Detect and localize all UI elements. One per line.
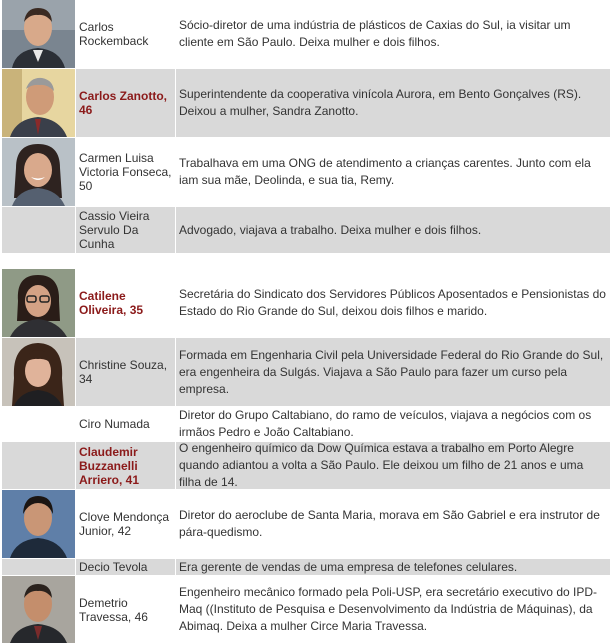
victim-row xyxy=(0,269,611,337)
victim-name: Carlos Rockemback xyxy=(79,20,149,48)
victim-photo-empty xyxy=(2,559,75,575)
portrait-young-man-image xyxy=(2,490,75,558)
victim-row xyxy=(0,576,611,643)
victim-description: Era gerente de vendas de uma empresa de telefones celulares. xyxy=(179,559,518,574)
victim-description: Secretária do Sindicato dos Servidores Públicos Aposentados e Pensionistas do Estado do Rio Grande do Sul, deixou dois filhos e marido. xyxy=(179,287,606,318)
victim-photo xyxy=(2,576,75,643)
victim-name: Catilene Oliveira, 35 xyxy=(79,289,144,317)
victim-row xyxy=(0,69,611,137)
victim-name: Ciro Numada xyxy=(79,417,150,431)
victim-description: O engenheiro químico da Dow Química estava a trabalho em Porto Alegre quando adiantou a volta a São Paulo. Ele deixou um filho de 21 anos e uma filha de 14. xyxy=(179,442,584,489)
victim-description: Formada em Engenharia Civil pela Universidade Federal do Rio Grande do Sul, era engenheira da Sulgás. Viajava a São Paulo para fazer um curso pela empresa. xyxy=(179,347,604,396)
victim-photo xyxy=(2,69,75,137)
portrait-woman-smiling-image xyxy=(2,138,75,206)
victim-name: Cassio Vieira Servulo Da Cunha xyxy=(79,209,150,251)
victim-description: Diretor do Grupo Caltabiano, do ramo de veículos, viajava a negócios com os irmãos Pedro e João Caltabiano. xyxy=(179,408,592,439)
victim-description: Sócio-diretor de uma indústria de plásticos de Caxias do Sul, ia visitar um cliente em São Paulo. Deixa mulher e dois filhos. xyxy=(179,18,571,49)
victim-name: Demetrio Travessa, 46 xyxy=(79,595,148,624)
portrait-woman-glasses-image xyxy=(2,269,75,337)
portrait-woman-bangs-image xyxy=(2,338,75,406)
victim-row xyxy=(0,207,611,253)
victim-photo xyxy=(2,338,75,406)
victim-description: Diretor do aeroclube de Santa Maria, morava em São Gabriel e era instrutor de pára-quedismo. xyxy=(179,508,600,539)
victim-photo xyxy=(2,0,75,68)
victim-row xyxy=(0,559,611,575)
victim-photo xyxy=(2,138,75,206)
portrait-man-tie-image xyxy=(2,69,75,137)
victim-photo-empty xyxy=(2,407,75,441)
victim-row xyxy=(0,338,611,406)
victim-description: Superintendente da cooperativa vinícola Aurora, em Bento Gonçalves (RS). Deixou a mulher, Sandra Zanotto. xyxy=(179,87,582,118)
victim-row xyxy=(0,0,611,68)
victim-row xyxy=(0,407,611,441)
victim-row xyxy=(0,442,611,489)
victim-row xyxy=(0,138,611,206)
victim-photo xyxy=(2,269,75,337)
portrait-man-suit-dark-image xyxy=(2,576,75,643)
victim-row xyxy=(0,490,611,558)
victim-name: Carlos Zanotto, 46 xyxy=(79,89,168,117)
victim-photo-empty xyxy=(2,207,75,253)
victim-name: Claudemir Buzzanelli Arriero, 41 xyxy=(79,444,140,487)
portrait-man-suit-image xyxy=(2,0,75,68)
victim-description: Engenheiro mecânico formado pela Poli-USP, era secretário executivo do IPD-Maq ((Instituto de Pesquisa e Desenvolvimento da Indústria de Máquinas), da Abimaq. Deixa a mulher Circe Maria Travessa. xyxy=(179,585,597,633)
victim-name: Clove Mendonça Junior, 42 xyxy=(79,510,170,538)
victim-name: Carmen Luisa Victoria Fonseca, 50 xyxy=(79,151,172,193)
victim-photo-empty xyxy=(2,442,75,489)
victim-photo xyxy=(2,490,75,558)
victim-description: Advogado, viajava a trabalho. Deixa mulher e dois filhos. xyxy=(179,222,482,237)
victim-name: Christine Souza, 34 xyxy=(79,358,168,386)
victim-description: Trabalhava em uma ONG de atendimento a crianças carentes. Junto com ela iam sua mãe, Deolinda, e sua tia, Remy. xyxy=(179,156,591,187)
victim-name: Decio Tevola xyxy=(79,560,148,574)
